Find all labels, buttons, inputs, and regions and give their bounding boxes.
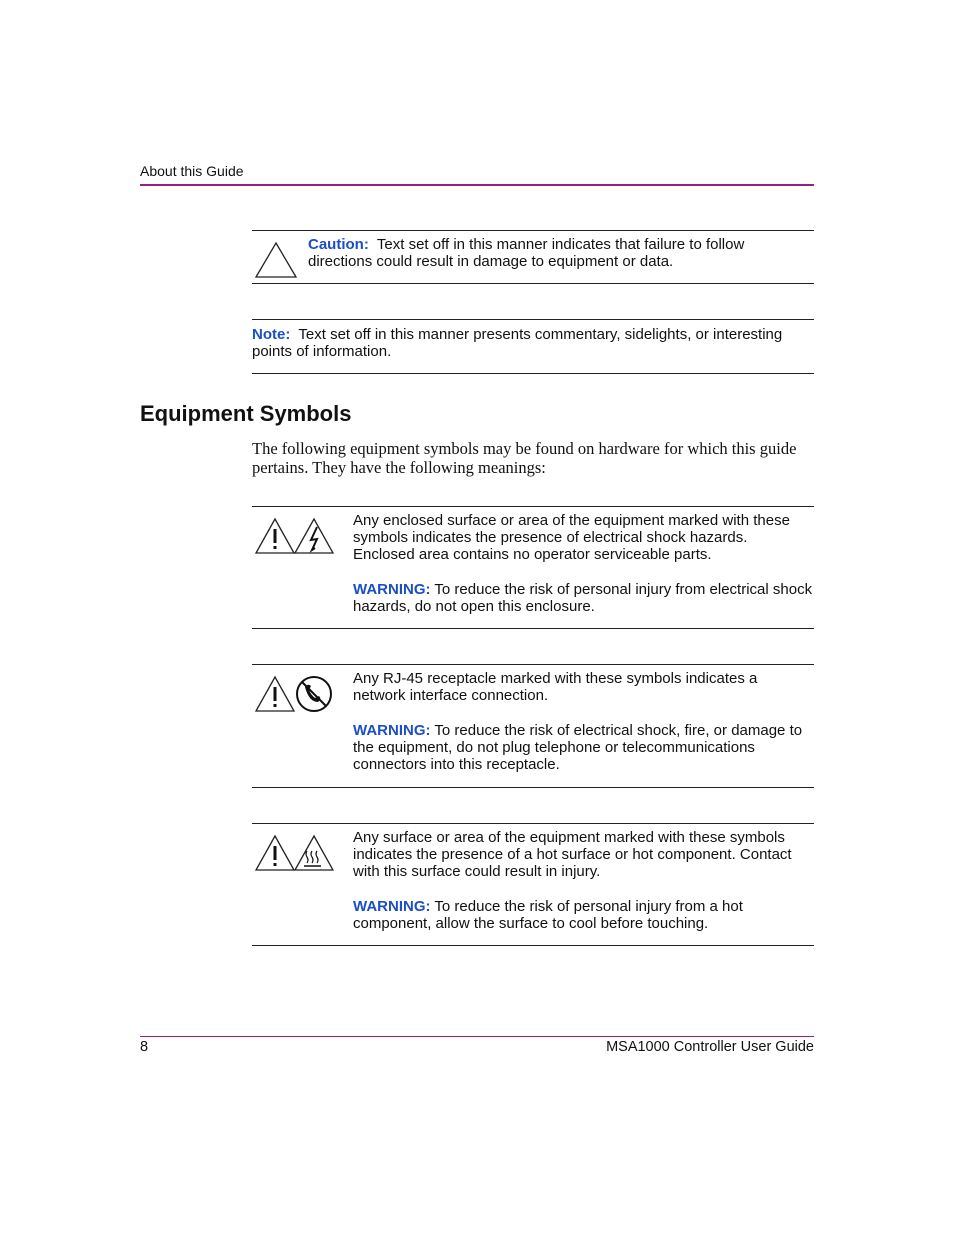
section-intro: The following equipment symbols may be found on hardware for which this guide pertains. They have the following meanings: [252,439,797,477]
electrical-shock-icon [295,519,333,553]
warning-label: WARNING: [353,898,431,915]
header-rule [140,184,814,186]
running-header: About this Guide [140,163,244,179]
note-text-block [252,326,812,360]
caution-text: Text set off in this manner indicates that failure to follow directions could result in damage to equipment or data. [308,236,745,270]
warning-text: To reduce the risk of electrical shock, fire, or damage to the equipment, do not plug telephone or telecommunications connectors into this receptacle. [353,722,803,773]
caution-box [252,230,814,284]
symbol-description: Any RJ-45 receptacle marked with these symbols indicates a network interface connection. [353,670,758,704]
symbol-description: Any enclosed surface or area of the equipment marked with these symbols indicates the presence of electrical shock hazards. Enclosed area contains no operator serviceable parts. [353,512,790,563]
caution-triangle-icon [254,241,298,284]
symbol-icons [254,675,334,720]
symbol-warning [353,581,813,615]
symbol-warning [353,898,813,932]
caution-label: Caution: [308,236,369,253]
warning-label: WARNING: [353,722,431,739]
warning-triangle-icon [256,677,294,711]
warning-text: To reduce the risk of personal injury from a hot component, allow the surface to cool before touching. [353,898,743,932]
warning-label: WARNING: [353,581,431,598]
note-label: Note: [252,326,291,343]
caution-text-block [308,236,808,270]
symbol-icons [254,834,334,879]
warning-text: To reduce the risk of personal injury from electrical shock hazards, do not open this enclosure. [353,581,813,615]
note-text: Text set off in this manner presents commentary, sidelights, or interesting points of information. [252,326,783,360]
page-number: 8 [140,1039,149,1055]
document-title: MSA1000 Controller User Guide [606,1039,814,1055]
section-title: Equipment Symbols [140,401,352,426]
symbol-description: Any surface or area of the equipment marked with these symbols indicates the presence of a hot surface or hot component. Contact with this surface could result in injury. [353,829,792,880]
warning-triangle-icon [256,519,294,553]
symbol-box-electrical [252,506,814,629]
warning-triangle-icon [256,836,294,870]
hot-surface-icon [295,836,333,870]
footer-rule [140,1036,814,1037]
no-telephone-icon [297,677,331,711]
symbol-box-network [252,664,814,788]
symbol-icons [254,517,334,562]
symbol-warning [353,722,813,773]
symbol-box-hot-surface [252,823,814,946]
note-box [252,319,814,374]
